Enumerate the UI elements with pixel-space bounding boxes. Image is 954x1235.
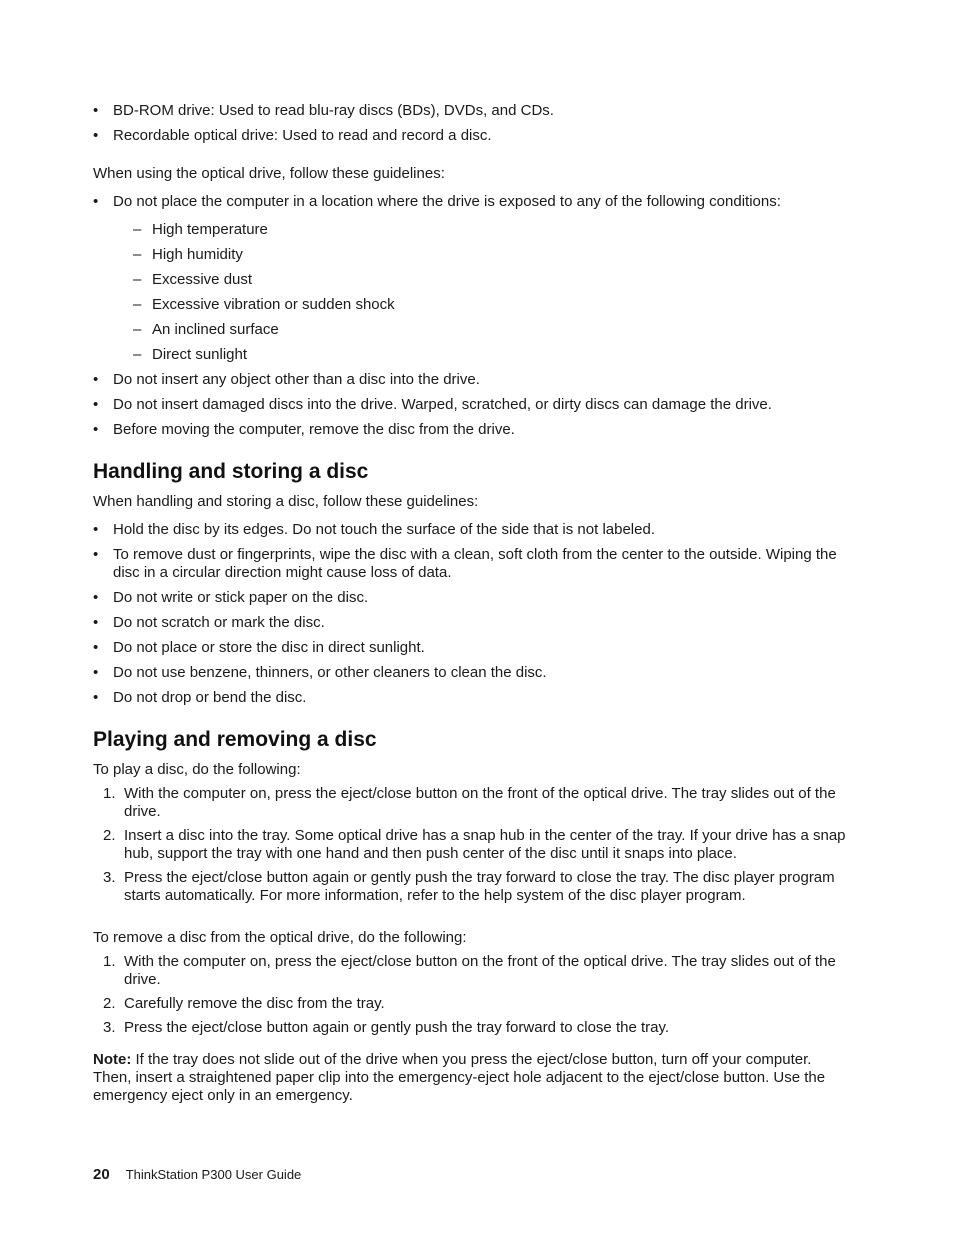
step-text: Press the eject/close button again or gently push the tray forward to close the tray. The disc player program starts automatically. For more information, refer to the help system of the disc player program. xyxy=(124,869,835,904)
page-footer xyxy=(93,1165,301,1185)
step-text: With the computer on, press the eject/close button on the front of the optical drive. The tray slides out of the drive. xyxy=(124,953,836,988)
list-item: • Do not insert damaged discs into the drive. Warped, scratched, or dirty discs can damage the drive. xyxy=(93,396,853,414)
section-heading-playing: Playing and removing a disc xyxy=(93,728,377,751)
spacer xyxy=(93,911,853,929)
page-number: 20 xyxy=(93,1166,110,1183)
step-item xyxy=(93,785,853,821)
condition-item: – High temperature xyxy=(113,221,853,239)
document-page xyxy=(93,102,853,1105)
step-number: 2. xyxy=(103,995,116,1012)
step-number: 1. xyxy=(103,953,116,970)
list-item: • Do not use benzene, thinners, or other cleaners to clean the disc. xyxy=(93,664,853,682)
list-item-text: Do not place the computer in a location where the drive is exposed to any of the following conditions: xyxy=(113,193,781,210)
step-number: 1. xyxy=(103,785,116,802)
step-text: Carefully remove the disc from the tray. xyxy=(124,995,385,1012)
step-item xyxy=(93,995,853,1013)
list-item: • To remove dust or fingerprints, wipe the disc with a clean, soft cloth from the center to the outside. Wiping the disc in a circular direction might cause loss of data. xyxy=(93,546,853,582)
step-number: 3. xyxy=(103,869,116,886)
step-text: Insert a disc into the tray. Some optical drive has a snap hub in the center of the tray. If your drive has a snap hub, support the tray with one hand and then push center of the disc until it snaps into place. xyxy=(124,827,846,862)
guide-title: ThinkStation P300 User Guide xyxy=(125,1167,302,1182)
condition-item: – Excessive dust xyxy=(113,271,853,289)
note-text: If the tray does not slide out of the drive when you press the eject/close button, turn off your computer. Then, insert a straightened paper clip into the emergency-eject hole adjacent to the eject/close button. Use the emergency eject only in an emergency. xyxy=(93,1051,826,1104)
play-intro: To play a disc, do the following: xyxy=(93,761,301,778)
step-item xyxy=(93,1019,853,1037)
drive-types-list xyxy=(93,102,853,145)
list-item xyxy=(93,193,853,364)
step-number: 2. xyxy=(103,827,116,844)
handling-intro: When handling and storing a disc, follow these guidelines: xyxy=(93,493,479,510)
play-steps-list xyxy=(93,785,853,905)
list-item: • Do not place or store the disc in direct sunlight. xyxy=(93,639,853,657)
remove-steps-list xyxy=(93,953,853,1037)
condition-item: – High humidity xyxy=(113,246,853,264)
list-item: • Recordable optical drive: Used to read and record a disc. xyxy=(93,127,853,145)
step-text: With the computer on, press the eject/close button on the front of the optical drive. The tray slides out of the drive. xyxy=(124,785,836,820)
step-item xyxy=(93,953,853,989)
guidelines-intro: When using the optical drive, follow these guidelines: xyxy=(93,165,445,182)
handling-guidelines-list xyxy=(93,521,853,707)
conditions-list xyxy=(113,221,853,364)
step-item xyxy=(93,827,853,863)
note-paragraph xyxy=(93,1051,853,1105)
list-item: • Do not insert any object other than a disc into the drive. xyxy=(93,371,853,389)
condition-item: – An inclined surface xyxy=(113,321,853,339)
list-item: • Do not scratch or mark the disc. xyxy=(93,614,853,632)
step-text: Press the eject/close button again or gently push the tray forward to close the tray. xyxy=(124,1019,670,1036)
section-heading-handling: Handling and storing a disc xyxy=(93,460,369,483)
list-item: • BD-ROM drive: Used to read blu-ray discs (BDs), DVDs, and CDs. xyxy=(93,102,853,120)
remove-intro: To remove a disc from the optical drive, do the following: xyxy=(93,929,467,946)
optical-drive-guidelines-list xyxy=(93,193,853,439)
condition-item: – Direct sunlight xyxy=(113,346,853,364)
list-item: • Hold the disc by its edges. Do not touch the surface of the side that is not labeled. xyxy=(93,521,853,539)
step-number: 3. xyxy=(103,1019,116,1036)
list-item: • Before moving the computer, remove the disc from the drive. xyxy=(93,421,853,439)
note-label: Note: xyxy=(93,1051,132,1068)
list-item: • Do not write or stick paper on the disc. xyxy=(93,589,853,607)
condition-item: – Excessive vibration or sudden shock xyxy=(113,296,853,314)
step-item xyxy=(93,869,853,905)
list-item: • Do not drop or bend the disc. xyxy=(93,689,853,707)
